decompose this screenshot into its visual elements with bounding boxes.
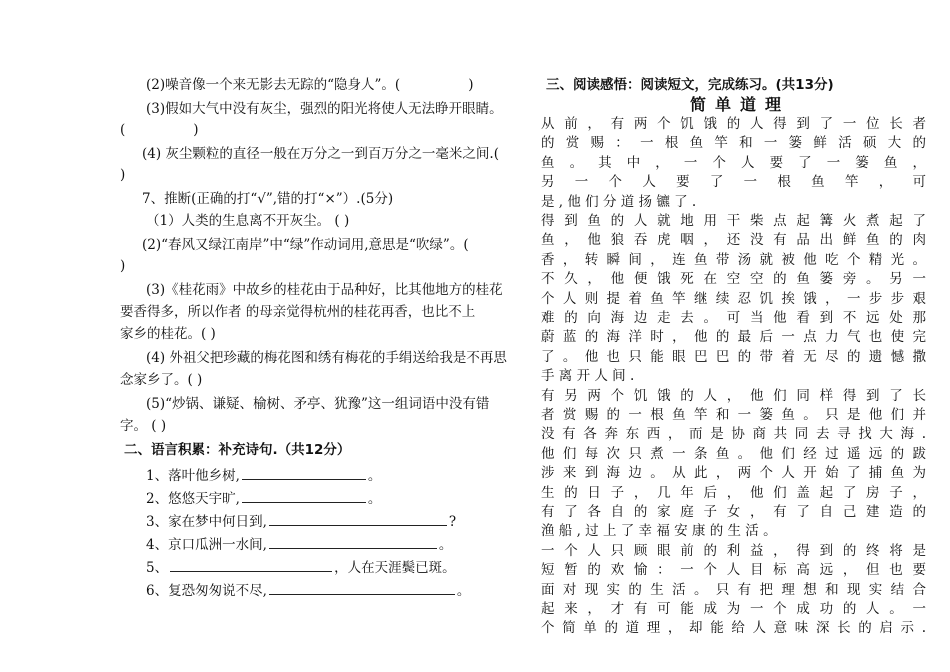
q6-item-3-answer (120, 122, 199, 138)
q7-item-3-line1: (3)《桂花雨》中故乡的桂花由于品种好，比其他地方的桂花 (146, 282, 503, 298)
poem-3-prompt: 3、家在梦中何日到, (146, 514, 267, 530)
story-line: 鱼 。 其 中 ， 一 个 人 要 了 一 篓 鱼 ， (541, 154, 926, 171)
story-line: 是 , 他 们 分 道 扬 镳 了 . (541, 193, 697, 210)
q7-item-3-line3: 家乡的桂花。( ) (120, 326, 216, 342)
poem-1-punct: 。 (367, 468, 382, 484)
section-3-title: 三、阅读感悟：阅读短文，完成练习。(共13分) (546, 77, 834, 93)
story-line: 蔚 蓝 的 海 洋 时 ， 他 的 最 后 一 点 力 气 也 使 完 (541, 329, 926, 346)
story-line: 难 的 向 海 边 走 去 。 可 当 他 看 到 不 远 处 那 (541, 310, 926, 326)
poem-6-prompt: 6、复恐匆匆说不尽, (146, 583, 267, 599)
poem-1-blank[interactable] (242, 466, 366, 480)
q7-title: 7、推断(正确的打“√”,错的打“×”）.(5分) (142, 191, 394, 207)
story-line: 鱼 ， 他 狼 吞 虎 咽 ， 还 没 有 品 出 鲜 鱼 的 肉 (541, 232, 926, 249)
story-line: 的 赏 赐 ： 一 根 鱼 竿 和 一 篓 鲜 活 硕 大 的 (541, 135, 926, 152)
story-line: 没 有 各 奔 东 西 ， 而 是 协 商 共 同 去 寻 找 大 海 . (541, 426, 926, 443)
poem-line-6 (146, 581, 470, 599)
answer-close-paren: ) (193, 122, 199, 138)
q7-item-1: （1）人类的生息离不开灰尘。 ( ) (146, 213, 350, 229)
story-line: 不 久 ， 他 便 饿 死 在 空 空 的 鱼 篓 旁 。 另 一 (541, 271, 926, 288)
q7-item-5-line2: 字。 ( ) (120, 418, 167, 434)
story-line: 另 一 个 人 要 了 一 根 鱼 竿 ， 可 (541, 174, 926, 191)
poem-line-2 (146, 489, 381, 507)
q6-item-4-close: ) (120, 167, 126, 183)
story-line: 起 来 ， 才 有 可 能 成 为 一 个 成 功 的 人 。 一 (541, 601, 926, 617)
q7-item-3-line2: 要香得多，所以作者 的母亲觉得杭州的桂花再香，也比不上 (120, 304, 476, 320)
poem-2-blank[interactable] (242, 489, 366, 503)
poem-line-5 (146, 558, 456, 576)
q6-item-2-text: (2)噪音像一个来无影去无踪的“隐身人”。( (146, 77, 401, 93)
poem-line-4 (146, 535, 452, 553)
section-2-title: 二、语言积累：补充诗句.（共12分） (124, 442, 351, 458)
story-line: 香 ， 转 瞬 间 ， 连 鱼 带 汤 就 被 他 吃 个 精 光 。 (541, 251, 926, 268)
q6-item-2 (146, 77, 473, 93)
story-line: 短 暂 的 欢 愉 ： 一 个 人 目 标 高 远 ， 但 也 要 (541, 562, 926, 579)
q7-item-4-line1: (4) 外祖父把珍藏的梅花图和绣有梅花的手绢送给我是不再思 (146, 350, 507, 366)
poem-2-prompt: 2、悠悠天宇旷, (146, 491, 240, 507)
poem-2-punct: 。 (367, 491, 382, 507)
story-line: 有 另 两 个 饥 饿 的 人 ， 他 们 同 样 得 到 了 长 (541, 387, 926, 404)
story-line: 得 到 鱼 的 人 就 地 用 干 柴 点 起 篝 火 煮 起 了 (541, 213, 926, 229)
story-line: 者 赏 赐 的 一 根 鱼 竿 和 一 篓 鱼 。 只 是 他 们 并 (541, 407, 926, 423)
poem-3-punct: ? (448, 514, 457, 530)
story-line: 有 了 各 自 的 家 庭 子 女 ， 有 了 自 己 建 造 的 (541, 504, 926, 520)
poem-5-prompt: 5、 (146, 560, 169, 576)
q6-item-3: (3)假如大气中没有灰尘，强烈的阳光将使人无法睁开眼睛。 (146, 101, 503, 117)
story-line: 个 简 单 的 道 理 ， 却 能 给 人 意 味 深 长 的 启 示 . (541, 620, 926, 637)
story-title: 简单道理 (690, 95, 791, 114)
poem-6-blank[interactable] (269, 581, 455, 595)
story-line: 手 离 开 人 间 . (541, 368, 635, 385)
story-line: 面 对 现 实 的 生 活 。 只 有 把 理 想 和 现 实 结 合 (541, 581, 926, 598)
story-line: 了 。 他 也 只 能 眼 巴 巴 的 带 着 无 尽 的 遗 憾 撒 (541, 348, 926, 365)
poem-4-prompt: 4、京口瓜洲一水间, (146, 537, 267, 553)
poem-5-blank[interactable] (170, 558, 332, 572)
q7-item-4-line2: 念家乡了。( ) (120, 372, 203, 388)
story-line: 他 们 每 次 只 煮 一 条 鱼 。 他 们 经 过 遥 远 的 跋 (541, 445, 926, 462)
story-line: 渔 船 , 过 上 了 幸 福 安 康 的 生 活 。 (541, 523, 777, 540)
q7-item-5-line1: (5)“炒锅、谦疑、榆树、矛亭、犹豫”这一组词语中没有错 (146, 396, 490, 412)
story-line: 个 人 则 提 着 鱼 竿 继 续 忍 饥 挨 饿 ， 一 步 步 艰 (541, 290, 926, 307)
story-line: 一 个 人 只 顾 眼 前 的 利 益 ， 得 到 的 终 将 是 (541, 542, 926, 559)
q7-item-2-close: ) (120, 258, 126, 274)
q6-item-4: (4) 灰尘颗粒的直径一般在万分之一到百万分之一毫米之间.( (142, 146, 499, 162)
poem-4-punct: 。 (438, 537, 453, 553)
poem-5-punct: ，人在天涯鬓已斑。 (334, 560, 456, 576)
poem-line-1 (146, 466, 381, 484)
poem-4-blank[interactable] (269, 535, 437, 549)
poem-3-blank[interactable] (269, 512, 447, 526)
poem-1-prompt: 1、落叶他乡树, (146, 468, 240, 484)
answer-open-paren: ( (120, 122, 126, 138)
q6-item-2-close: ) (468, 77, 474, 93)
story-line: 从 前 ， 有 两 个 饥 饿 的 人 得 到 了 一 位 长 者 (541, 116, 926, 132)
q7-item-2: (2)“春风又绿江南岸”中“绿”作动词用,意思是“吹绿”。( (142, 237, 469, 253)
story-line: 涉 来 到 海 边 。 从 此 ， 两 个 人 开 始 了 捕 鱼 为 (541, 465, 926, 482)
story-line: 生 的 日 子 ， 几 年 后 ， 他 们 盖 起 了 房 子 ， (541, 484, 926, 501)
poem-6-punct: 。 (456, 583, 471, 599)
poem-line-3 (146, 512, 456, 530)
